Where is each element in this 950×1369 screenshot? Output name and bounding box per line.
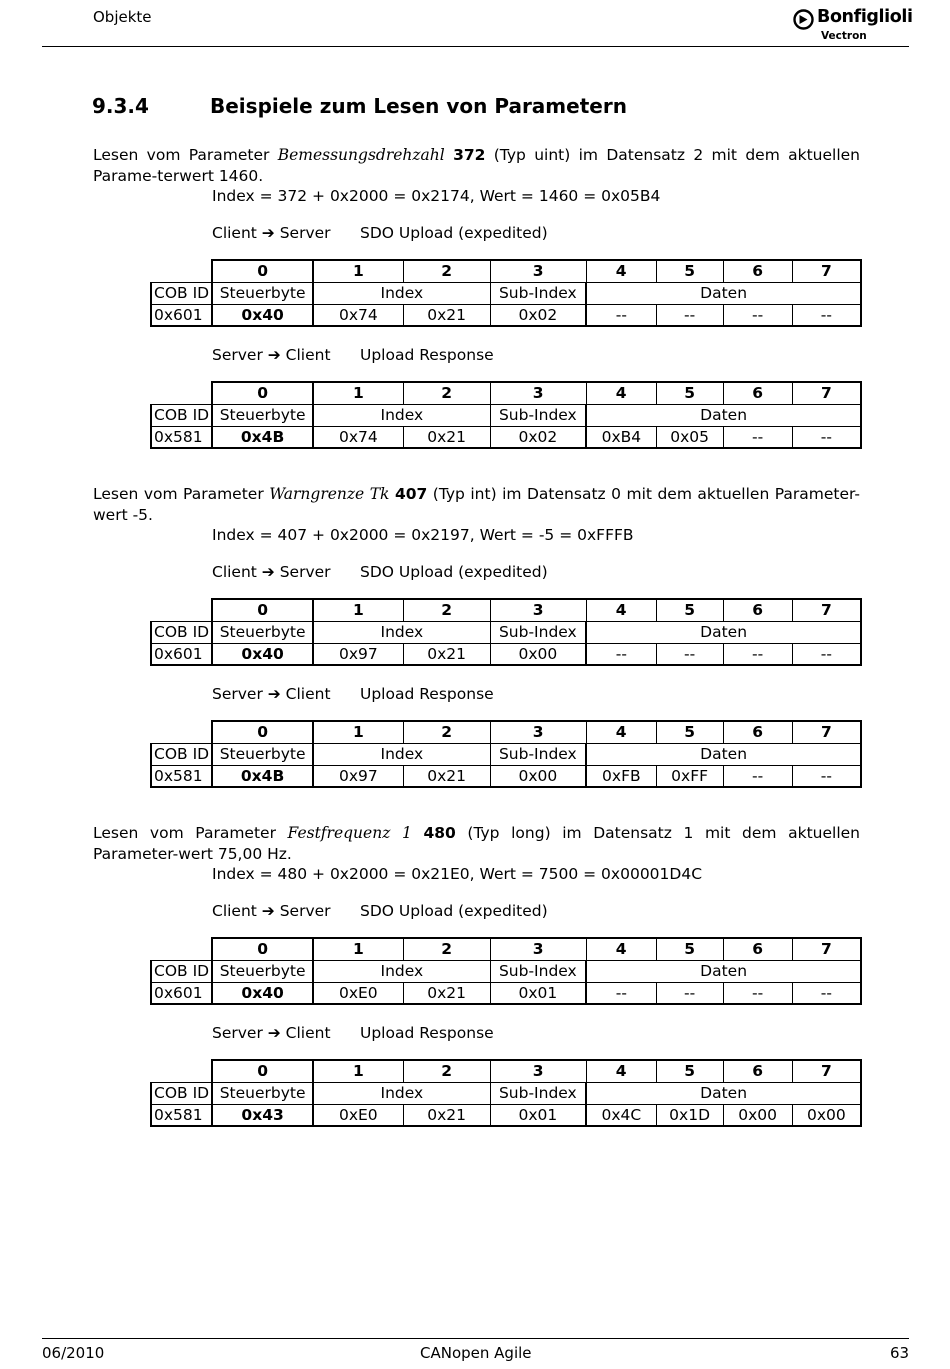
example-1-response-mode: Upload Response bbox=[360, 346, 494, 364]
data-byte-cell: -- bbox=[723, 304, 792, 326]
daten-label: Daten bbox=[586, 1082, 861, 1104]
sub-index-value: 0x02 bbox=[490, 426, 586, 448]
byte-col-header: 3 bbox=[490, 599, 586, 621]
sub-index-value: 0x01 bbox=[490, 1104, 586, 1126]
cob-id-value: 0x601 bbox=[151, 982, 212, 1004]
byte-col-header: 7 bbox=[792, 382, 861, 404]
bonfiglioli-logo-icon bbox=[793, 9, 814, 30]
cob-id-label: COB ID bbox=[151, 621, 212, 643]
index-label: Index bbox=[313, 1082, 490, 1104]
byte-col-header: 0 bbox=[212, 1060, 313, 1082]
byte-col-header: 3 bbox=[490, 382, 586, 404]
example-3-description: Lesen vom Parameter Festfrequenz 1 480 (Typ long) im Datensatz 1 mit dem aktuellen Parameter-wert 75,00 Hz. bbox=[93, 824, 860, 863]
data-byte-cell: -- bbox=[792, 304, 861, 326]
index-byte-value: 0x21 bbox=[403, 765, 490, 787]
steuerbyte-value: 0x40 bbox=[212, 982, 313, 1004]
example-1-calc: Index = 372 + 0x2000 = 0x2174, Wert = 1460 = 0x05B4 bbox=[212, 187, 661, 205]
table-label-row bbox=[151, 621, 861, 643]
example-3-response-direction: Server ➔ Client bbox=[212, 1024, 331, 1042]
index-byte-value: 0xE0 bbox=[313, 982, 403, 1004]
example-2-request-direction: Client ➔ Server bbox=[212, 563, 331, 581]
steuerbyte-label: Steuerbyte bbox=[212, 1082, 313, 1104]
byte-col-header: 7 bbox=[792, 260, 861, 282]
byte-col-header: 1 bbox=[313, 599, 403, 621]
byte-col-header: 5 bbox=[656, 938, 723, 960]
running-header-section: Objekte bbox=[93, 8, 152, 26]
byte-col-header: 3 bbox=[490, 1060, 586, 1082]
steuerbyte-label: Steuerbyte bbox=[212, 404, 313, 426]
example-2-response-mode: Upload Response bbox=[360, 685, 494, 703]
table-header-row bbox=[151, 382, 861, 404]
example-1-response-table bbox=[150, 381, 862, 449]
byte-col-header: 4 bbox=[586, 721, 656, 743]
byte-col-header: 2 bbox=[403, 599, 490, 621]
byte-col-header: 2 bbox=[403, 382, 490, 404]
sub-index-label: Sub-Index bbox=[490, 1082, 586, 1104]
example-3-response-mode: Upload Response bbox=[360, 1024, 494, 1042]
steuerbyte-value: 0x4B bbox=[212, 426, 313, 448]
cob-id-label: COB ID bbox=[151, 1082, 212, 1104]
data-byte-cell: 0xB4 bbox=[586, 426, 656, 448]
index-byte-value: 0x21 bbox=[403, 1104, 490, 1126]
header-blank bbox=[151, 382, 212, 404]
table-header-row bbox=[151, 599, 861, 621]
sub-index-value: 0x00 bbox=[490, 643, 586, 665]
cob-id-label: COB ID bbox=[151, 404, 212, 426]
byte-col-header: 4 bbox=[586, 938, 656, 960]
sub-index-label: Sub-Index bbox=[490, 743, 586, 765]
example-2-request-mode: SDO Upload (expedited) bbox=[360, 563, 548, 581]
data-byte-cell: 0xFF bbox=[656, 765, 723, 787]
table-header-row bbox=[151, 721, 861, 743]
index-byte-value: 0x74 bbox=[313, 304, 403, 326]
byte-col-header: 0 bbox=[212, 721, 313, 743]
example-2-description: Lesen vom Parameter Warngrenze Tk 407 (Typ int) im Datensatz 0 mit dem aktuellen Parameter-wert -5. bbox=[93, 485, 861, 524]
example-1-request-mode: SDO Upload (expedited) bbox=[360, 224, 548, 242]
table-value-row bbox=[151, 765, 861, 787]
cob-id-value: 0x601 bbox=[151, 304, 212, 326]
index-label: Index bbox=[313, 960, 490, 982]
steuerbyte-value: 0x40 bbox=[212, 304, 313, 326]
example-1-request-direction: Client ➔ Server bbox=[212, 224, 331, 242]
index-byte-value: 0x97 bbox=[313, 765, 403, 787]
byte-col-header: 0 bbox=[212, 599, 313, 621]
sub-index-label: Sub-Index bbox=[490, 282, 586, 304]
example-1-description: Lesen vom Parameter Bemessungsdrehzahl 372 (Typ uint) im Datensatz 2 mit dem aktuellen Parame-terwert 1460. bbox=[93, 146, 860, 185]
sub-index-label: Sub-Index bbox=[490, 960, 586, 982]
sub-index-value: 0x02 bbox=[490, 304, 586, 326]
logo-name: Bonfiglioli bbox=[817, 7, 913, 27]
data-byte-cell: -- bbox=[656, 643, 723, 665]
byte-col-header: 5 bbox=[656, 599, 723, 621]
cob-id-value: 0x581 bbox=[151, 765, 212, 787]
byte-col-header: 6 bbox=[723, 1060, 792, 1082]
data-byte-cell: -- bbox=[792, 765, 861, 787]
index-byte-value: 0x21 bbox=[403, 304, 490, 326]
sub-index-label: Sub-Index bbox=[490, 621, 586, 643]
example-2-calc: Index = 407 + 0x2000 = 0x2197, Wert = -5 = 0xFFFB bbox=[212, 526, 634, 544]
footer-rule bbox=[42, 1338, 909, 1339]
index-label: Index bbox=[313, 621, 490, 643]
cob-id-label: COB ID bbox=[151, 960, 212, 982]
byte-col-header: 5 bbox=[656, 1060, 723, 1082]
data-byte-cell: 0xFB bbox=[586, 765, 656, 787]
data-byte-cell: -- bbox=[723, 426, 792, 448]
index-byte-value: 0xE0 bbox=[313, 1104, 403, 1126]
byte-col-header: 6 bbox=[723, 260, 792, 282]
index-label: Index bbox=[313, 743, 490, 765]
byte-col-header: 1 bbox=[313, 721, 403, 743]
byte-col-header: 1 bbox=[313, 938, 403, 960]
logo-sub: Vectron bbox=[821, 30, 867, 42]
data-byte-cell: 0x4C bbox=[586, 1104, 656, 1126]
data-byte-cell: 0x05 bbox=[656, 426, 723, 448]
byte-col-header: 5 bbox=[656, 260, 723, 282]
table-header-row bbox=[151, 938, 861, 960]
steuerbyte-label: Steuerbyte bbox=[212, 960, 313, 982]
byte-col-header: 0 bbox=[212, 382, 313, 404]
daten-label: Daten bbox=[586, 282, 861, 304]
table-label-row bbox=[151, 743, 861, 765]
example-3-request-direction: Client ➔ Server bbox=[212, 902, 331, 920]
cob-id-value: 0x581 bbox=[151, 1104, 212, 1126]
data-byte-cell: -- bbox=[656, 304, 723, 326]
example-1-response-direction: Server ➔ Client bbox=[212, 346, 331, 364]
byte-col-header: 2 bbox=[403, 1060, 490, 1082]
index-label: Index bbox=[313, 404, 490, 426]
table-value-row bbox=[151, 982, 861, 1004]
byte-col-header: 5 bbox=[656, 382, 723, 404]
sub-index-value: 0x00 bbox=[490, 765, 586, 787]
data-byte-cell: -- bbox=[792, 426, 861, 448]
example-3-calc: Index = 480 + 0x2000 = 0x21E0, Wert = 7500 = 0x00001D4C bbox=[212, 865, 703, 883]
table-value-row bbox=[151, 304, 861, 326]
header-blank bbox=[151, 721, 212, 743]
byte-col-header: 0 bbox=[212, 260, 313, 282]
header-blank bbox=[151, 260, 212, 282]
table-value-row bbox=[151, 426, 861, 448]
data-byte-cell: -- bbox=[792, 982, 861, 1004]
cob-id-value: 0x581 bbox=[151, 426, 212, 448]
cob-id-label: COB ID bbox=[151, 743, 212, 765]
byte-col-header: 3 bbox=[490, 260, 586, 282]
data-byte-cell: 0x00 bbox=[792, 1104, 861, 1126]
byte-col-header: 4 bbox=[586, 382, 656, 404]
byte-col-header: 7 bbox=[792, 599, 861, 621]
example-3-request-table bbox=[150, 937, 862, 1005]
daten-label: Daten bbox=[586, 404, 861, 426]
table-label-row bbox=[151, 282, 861, 304]
daten-label: Daten bbox=[586, 743, 861, 765]
steuerbyte-label: Steuerbyte bbox=[212, 621, 313, 643]
byte-col-header: 3 bbox=[490, 938, 586, 960]
sub-index-label: Sub-Index bbox=[490, 404, 586, 426]
data-byte-cell: -- bbox=[792, 643, 861, 665]
steuerbyte-value: 0x40 bbox=[212, 643, 313, 665]
example-3-request-mode: SDO Upload (expedited) bbox=[360, 902, 548, 920]
index-byte-value: 0x21 bbox=[403, 643, 490, 665]
byte-col-header: 4 bbox=[586, 1060, 656, 1082]
data-byte-cell: 0x00 bbox=[723, 1104, 792, 1126]
byte-col-header: 0 bbox=[212, 938, 313, 960]
index-byte-value: 0x21 bbox=[403, 426, 490, 448]
header-blank bbox=[151, 599, 212, 621]
section-title: Beispiele zum Lesen von Parametern bbox=[210, 94, 627, 118]
byte-col-header: 1 bbox=[313, 260, 403, 282]
byte-col-header: 4 bbox=[586, 260, 656, 282]
table-label-row bbox=[151, 404, 861, 426]
steuerbyte-label: Steuerbyte bbox=[212, 282, 313, 304]
bonfiglioli-logo bbox=[793, 6, 911, 46]
byte-col-header: 4 bbox=[586, 599, 656, 621]
byte-col-header: 7 bbox=[792, 721, 861, 743]
byte-col-header: 5 bbox=[656, 721, 723, 743]
table-label-row bbox=[151, 960, 861, 982]
table-header-row bbox=[151, 1060, 861, 1082]
table-label-row bbox=[151, 1082, 861, 1104]
cob-id-value: 0x601 bbox=[151, 643, 212, 665]
byte-col-header: 6 bbox=[723, 382, 792, 404]
byte-col-header: 1 bbox=[313, 1060, 403, 1082]
daten-label: Daten bbox=[586, 960, 861, 982]
data-byte-cell: -- bbox=[723, 982, 792, 1004]
example-2-response-direction: Server ➔ Client bbox=[212, 685, 331, 703]
byte-col-header: 3 bbox=[490, 721, 586, 743]
byte-col-header: 2 bbox=[403, 260, 490, 282]
index-label: Index bbox=[313, 282, 490, 304]
cob-id-label: COB ID bbox=[151, 282, 212, 304]
table-value-row bbox=[151, 643, 861, 665]
table-value-row bbox=[151, 1104, 861, 1126]
data-byte-cell: -- bbox=[586, 304, 656, 326]
sub-index-value: 0x01 bbox=[490, 982, 586, 1004]
header-blank bbox=[151, 1060, 212, 1082]
example-1-request-table bbox=[150, 259, 862, 327]
data-byte-cell: 0x1D bbox=[656, 1104, 723, 1126]
section-number: 9.3.4 bbox=[92, 94, 149, 118]
footer-product: CANopen Agile bbox=[420, 1344, 532, 1362]
daten-label: Daten bbox=[586, 621, 861, 643]
example-2-request-table bbox=[150, 598, 862, 666]
steuerbyte-label: Steuerbyte bbox=[212, 743, 313, 765]
data-byte-cell: -- bbox=[586, 643, 656, 665]
steuerbyte-value: 0x43 bbox=[212, 1104, 313, 1126]
byte-col-header: 6 bbox=[723, 599, 792, 621]
byte-col-header: 2 bbox=[403, 938, 490, 960]
byte-col-header: 7 bbox=[792, 1060, 861, 1082]
byte-col-header: 7 bbox=[792, 938, 861, 960]
byte-col-header: 6 bbox=[723, 938, 792, 960]
index-byte-value: 0x74 bbox=[313, 426, 403, 448]
byte-col-header: 2 bbox=[403, 721, 490, 743]
footer-date: 06/2010 bbox=[42, 1344, 105, 1362]
example-3-response-table bbox=[150, 1059, 862, 1127]
data-byte-cell: -- bbox=[723, 765, 792, 787]
table-header-row bbox=[151, 260, 861, 282]
data-byte-cell: -- bbox=[656, 982, 723, 1004]
steuerbyte-value: 0x4B bbox=[212, 765, 313, 787]
header-rule bbox=[42, 46, 909, 47]
index-byte-value: 0x97 bbox=[313, 643, 403, 665]
footer-page-number: 63 bbox=[890, 1344, 910, 1362]
header-blank bbox=[151, 938, 212, 960]
example-2-response-table bbox=[150, 720, 862, 788]
data-byte-cell: -- bbox=[723, 643, 792, 665]
byte-col-header: 1 bbox=[313, 382, 403, 404]
data-byte-cell: -- bbox=[586, 982, 656, 1004]
byte-col-header: 6 bbox=[723, 721, 792, 743]
index-byte-value: 0x21 bbox=[403, 982, 490, 1004]
